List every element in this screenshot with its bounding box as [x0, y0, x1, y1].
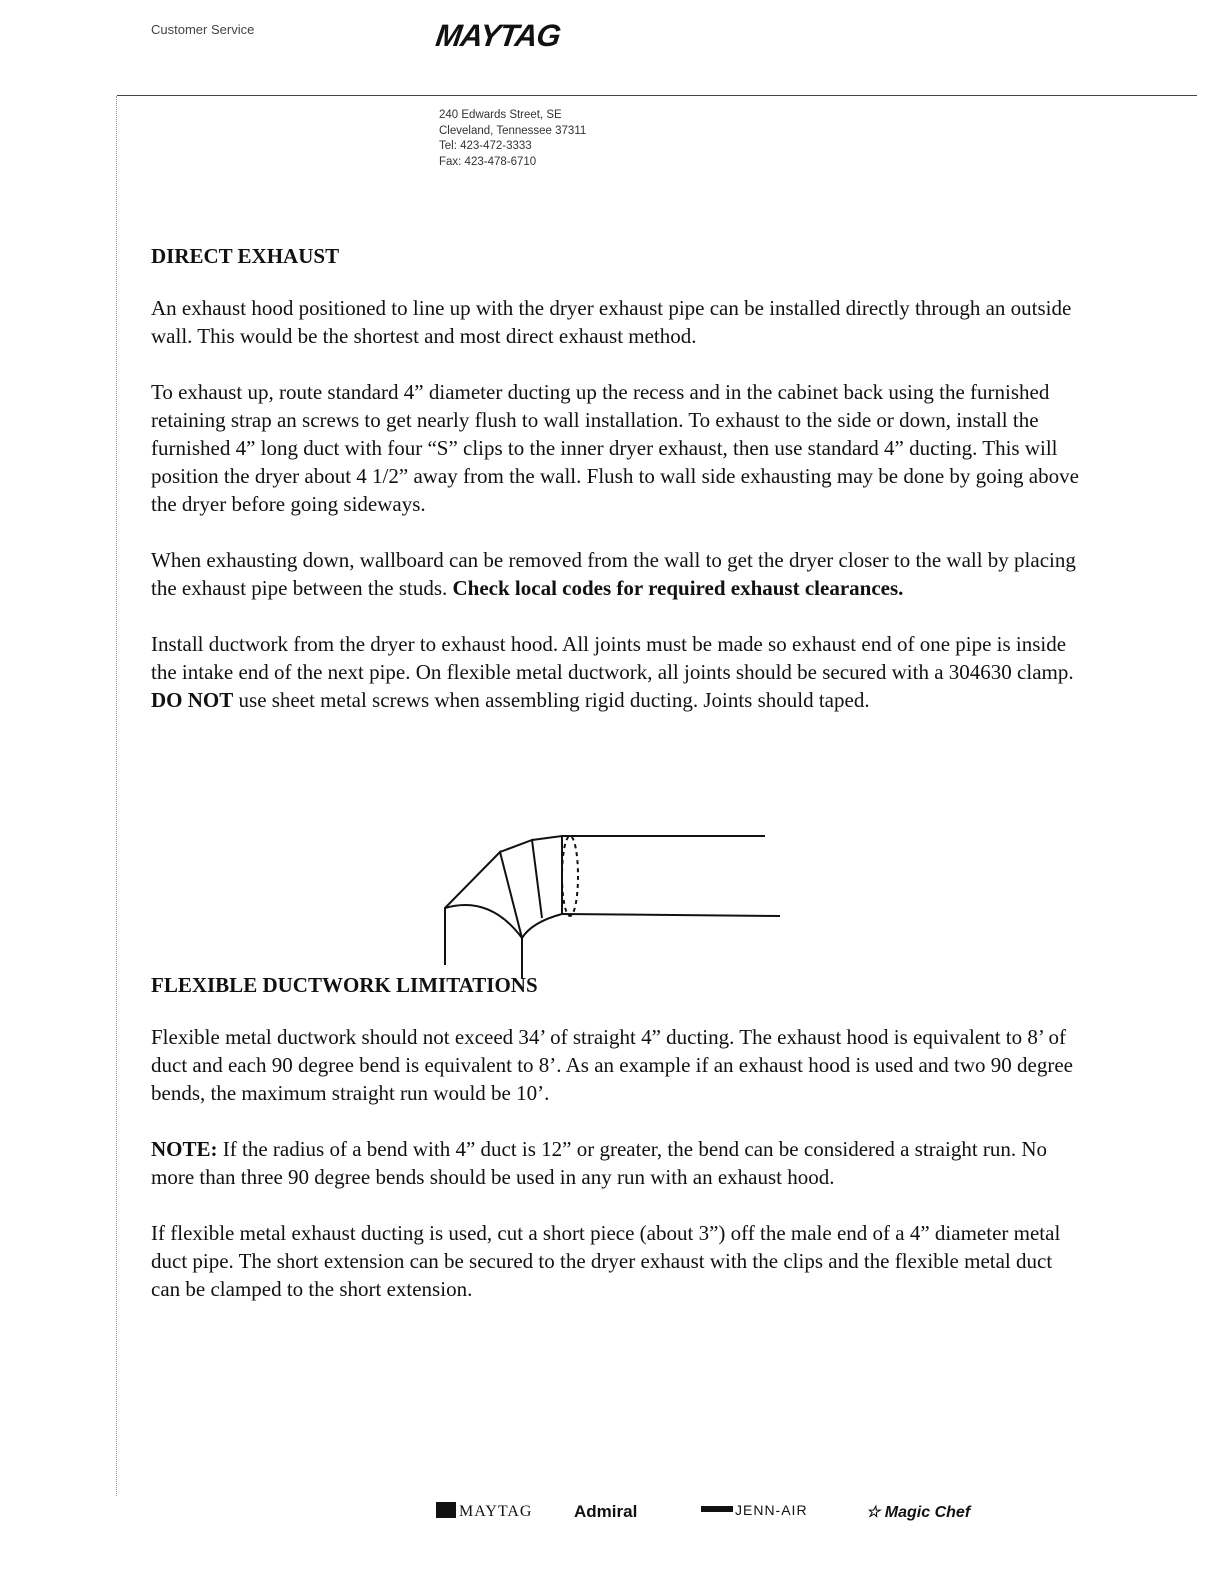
address-fax: Fax: 423-478-6710 — [439, 155, 537, 168]
heading-flexible-ductwork: FLEXIBLE DUCTWORK LIMITATIONS — [151, 973, 538, 997]
paragraph-flex-1: Flexible metal ductwork should not exceed 34’ of straight 4” ducting. The exhaust hood is equivalent to 8’ of duct and each 90 degree bend is equivalent to 8’. As an example if an exhaust hood is used and two 90 degree bends, the maximum straight run would be 10’. — [151, 1025, 1073, 1105]
address-street: 240 Edwards Street, SE — [439, 109, 562, 121]
footer-brand-maytag-label: MAYTAG — [459, 1503, 533, 1520]
paragraph-direct-2: To exhaust up, route standard 4” diameter ducting up the recess and in the cabinet back using the furnished retaining strap an screws to get nearly flush to wall installation. To exhaust to the side or down, install the furnished 4” long duct with four “S” clips to the inner dryer exhaust, then use standard 4” ducting. This will position the dryer about 4 1/2” away from the wall. Flush to wall side exhausting may be done by going above the dryer before going sideways. — [151, 380, 1079, 516]
footer-brand-jennair — [701, 1502, 808, 1518]
margin-line — [116, 96, 117, 1496]
heading-direct-exhaust: DIRECT EXHAUST — [151, 244, 340, 268]
address-block — [439, 108, 586, 170]
local-codes-warning: Check local codes for required exhaust clearances. — [452, 576, 904, 600]
footer-brand-magicchef — [866, 1502, 970, 1522]
paragraph-direct-3-text: When exhausting down, wallboard can be removed from the wall to get the dryer closer to the wall by placing the exhaust pipe between the studs. — [151, 548, 1076, 600]
paragraph-direct-4 — [151, 630, 1081, 714]
paragraph-direct-1: An exhaust hood positioned to line up with the dryer exhaust pipe can be installed directly through an outside wall. This would be the shortest and most direct exhaust method. — [151, 296, 1072, 348]
header-divider — [117, 95, 1197, 96]
footer-brand-magicchef-label: Magic Chef — [884, 1504, 971, 1521]
jennair-mark-icon — [701, 1506, 733, 1512]
chef-hat-icon: ☆ — [866, 1504, 881, 1521]
pipe-bottom-edge — [562, 914, 780, 916]
address-tel: Tel: 423-472-3333 — [439, 140, 532, 152]
footer-brand-jennair-label: JENN-AIR — [735, 1502, 808, 1518]
paragraph-flex-3: If flexible metal exhaust ducting is used, cut a short piece (about 3”) off the male end of a 4” diameter metal duct pipe. The short extension can be secured to the dryer exhaust with the clips and the flexible metal duct can be clamped to the short extension. — [151, 1221, 1061, 1301]
department-label: Customer Service — [151, 22, 255, 37]
maytag-logo: MAYTAG — [433, 18, 563, 53]
footer-brand-admiral: Admiral — [574, 1502, 638, 1521]
duct-elbow-diagram — [430, 830, 790, 980]
note-label: NOTE: — [151, 1137, 218, 1161]
do-not-emphasis: DO NOT — [151, 688, 234, 712]
address-city: Cleveland, Tennessee 37311 — [439, 124, 587, 137]
note-text: If the radius of a bend with 4” duct is 12” or greater, the bend can be considered a straight run. No more than three 90 degree bends should be used in any run with an exhaust hood. — [151, 1137, 1048, 1189]
maytag-mark-icon — [436, 1502, 456, 1518]
elbow-lower-section — [445, 905, 522, 978]
paragraph-direct-3 — [151, 546, 1081, 602]
document-body — [151, 242, 1081, 1303]
paragraph-direct-4-tail: use sheet metal screws when assembling rigid ducting. Joints should taped. — [238, 688, 870, 712]
footer-brand-maytag — [436, 1502, 532, 1521]
pipe-joint-ellipse — [562, 836, 578, 916]
brand-footer — [436, 1496, 1006, 1532]
paragraph-note — [151, 1135, 1081, 1191]
paragraph-direct-4-text: Install ductwork from the dryer to exhaust hood. All joints must be made so exhaust end of one pipe is inside the intake end of the next pipe. On flexible metal ductwork, all joints should be secured with a 304630 clamp. — [151, 632, 1074, 684]
